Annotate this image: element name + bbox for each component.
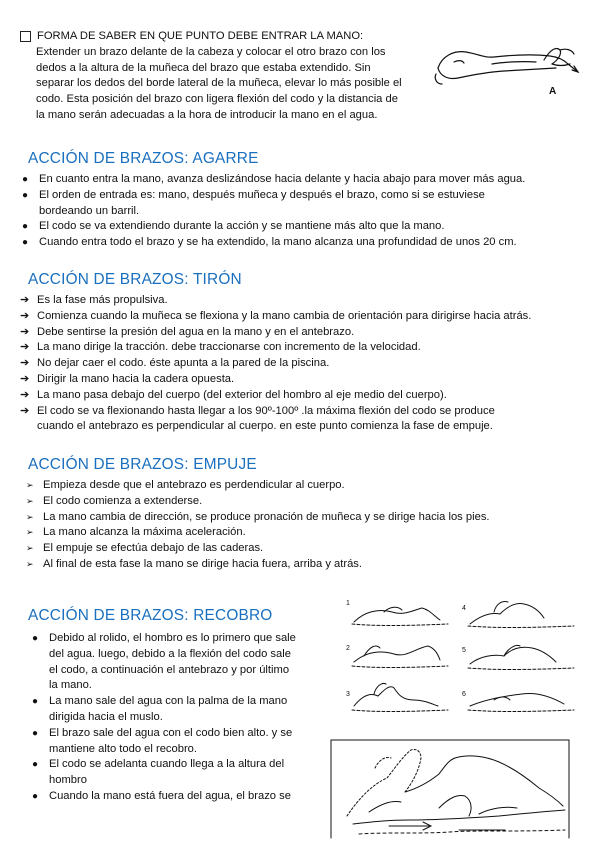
recobro-list — [32, 631, 324, 805]
intro-heading: FORMA DE SABER EN QUE PUNTO DEBE ENTRAR LA MANO: — [37, 30, 364, 42]
bullet-dot-icon: ● — [22, 174, 29, 185]
bullet-arrow-icon: ➔ — [20, 294, 30, 306]
figure-number: 2 — [346, 645, 350, 652]
list-item: ➔ Dirigir la mano hacia la cadera opuesta. — [20, 372, 585, 388]
figure-number: 4 — [462, 605, 466, 612]
list-item: ➔ No dejar caer el codo. éste apunta a la pared de la piscina. — [20, 356, 585, 372]
section-title-tiron: ACCIÓN DE BRAZOS: TIRÓN — [28, 271, 242, 288]
list-item: ➢ El empuje se efectúa debajo de las caderas. — [26, 541, 586, 557]
tiron-list — [20, 293, 585, 435]
bullet-arrow-icon: ➔ — [20, 404, 30, 417]
bullet-dot-icon: ● — [32, 790, 39, 802]
recovery-detail-illustration — [329, 738, 573, 842]
bullet-triangle-icon: ➢ — [26, 511, 34, 522]
figure-number: 1 — [346, 600, 350, 607]
bullet-triangle-icon: ➢ — [26, 480, 34, 490]
bullet-dot-icon: ● — [22, 237, 29, 249]
bullet-arrow-icon: ➔ — [20, 357, 30, 370]
list-item: ➢ La mano alcanza la máxima aceleración. — [26, 525, 586, 541]
bullet-arrow-icon: ➔ — [20, 372, 30, 385]
bullet-triangle-icon: ➢ — [26, 527, 34, 538]
section-title-empuje: ACCIÓN DE BRAZOS: EMPUJE — [28, 456, 257, 473]
intro-line: Extender un brazo delante de la cabeza y colocar el otro brazo con los — [36, 45, 386, 58]
intro-heading-row — [20, 29, 430, 45]
intro-line: la mano serán adecuadas a la hora de introducir la mano en el agua. — [36, 108, 378, 121]
list-item: ➔ La mano dirige la tracción. debe traccionarse con incremento de la velocidad. — [20, 340, 585, 356]
list-item: ● Cuando la mano está fuera del agua, el brazo se — [32, 789, 324, 805]
bullet-arrow-icon: ➔ — [20, 309, 30, 322]
list-item: ● Debido al rolido, el hombro es lo primero que sale del agua. luego, debido a la flexión del codo sale el codo, a continuación el antebrazo y por último la mano. — [32, 632, 296, 692]
list-item: ➢ La mano cambia de dirección, se produce pronación de muñeca y se dirige hacia los pies. — [26, 510, 586, 526]
bullet-arrow-icon: ➔ — [20, 325, 30, 338]
checkbox-square-icon — [20, 31, 31, 42]
figure-number: 3 — [346, 691, 350, 698]
list-item: ● El codo se adelanta cuando llega a la altura del hombro — [32, 758, 285, 787]
list-item: ➢ El codo comienza a extenderse. — [26, 494, 586, 510]
list-item: ➔ El codo se va flexionando hasta llegar a los 90º-100º .la máxima flexión del codo se produce cuando el antebrazo es perpendicular al cuerpo. en este punto comienza la fase de empuje. — [20, 404, 495, 433]
bullet-triangle-icon: ➢ — [26, 558, 34, 569]
list-item: ➔ La mano pasa debajo del cuerpo (del exterior del hombro al eje medio del cuerpo). — [20, 388, 585, 404]
list-item: ● En cuanto entra la mano, avanza deslizándose hacia delante y hacia abajo para mover más agua. — [22, 172, 582, 188]
bullet-triangle-icon: ➢ — [26, 495, 34, 506]
figure-number: 5 — [462, 647, 466, 654]
intro-line: dedos a la altura de la muñeca del brazo que estaba extendido. Sin — [36, 61, 371, 74]
bullet-arrow-icon: ➔ — [20, 388, 30, 401]
list-item: ● El brazo sale del agua con el codo bien alto. y se mantiene alto todo el recobro. — [32, 726, 293, 755]
figure-label-a: A — [549, 86, 557, 96]
intro-block — [20, 29, 430, 124]
list-item: ● Cuando entra todo el brazo y se ha extendido, la mano alcanza una profundidad de unos 20 cm. — [22, 235, 582, 251]
arm-position-illustration — [432, 38, 582, 96]
list-item: ● El codo se va extendiendo durante la acción y se mantiene más alto que la mano. — [22, 219, 582, 235]
empuje-list — [26, 478, 586, 573]
intro-text — [20, 45, 430, 124]
bullet-dot-icon: ● — [32, 696, 39, 708]
intro-line: codo. Esta posición del brazo con ligera flexión del codo y la distancia de — [36, 93, 398, 106]
bullet-dot-icon: ● — [22, 221, 29, 233]
recovery-sequence-illustration — [344, 596, 580, 722]
bullet-dot-icon: ● — [22, 189, 29, 201]
intro-line: separar los dedos del borde lateral de la muñeca, elevar lo más posible el — [36, 77, 402, 90]
list-item: ● La mano sale del agua con la palma de la mano dirigida hacia el muslo. — [32, 695, 288, 723]
bullet-triangle-icon: ➢ — [26, 543, 34, 554]
list-item: ➢ Al final de esta fase la mano se dirige hacia fuera, arriba y atrás. — [26, 557, 586, 573]
list-item: ➔ Debe sentirse la presión del agua en la mano y en el antebrazo. — [20, 325, 585, 341]
list-item: ➢ Empieza desde que el antebrazo es perdendicular al cuerpo. — [26, 478, 586, 494]
agarre-list — [22, 172, 582, 251]
section-title-recobro: ACCIÓN DE BRAZOS: RECOBRO — [28, 607, 273, 624]
bullet-arrow-icon: ➔ — [20, 341, 30, 354]
figure-number: 6 — [462, 691, 466, 698]
list-item: ➔ Comienza cuando la muñeca se flexiona y la mano cambia de orientación para dirigirse hacia atrás. — [20, 309, 585, 325]
bullet-dot-icon: ● — [32, 759, 39, 771]
section-title-agarre: ACCIÓN DE BRAZOS: AGARRE — [28, 150, 259, 167]
list-item: ● El orden de entrada es: mano, después muñeca y después el brazo, como si se estuviese bordeando un barril. — [22, 188, 485, 217]
bullet-dot-icon: ● — [32, 727, 39, 739]
list-item: ➔ Es la fase más propulsiva. — [20, 293, 585, 309]
bullet-dot-icon: ● — [32, 633, 39, 644]
